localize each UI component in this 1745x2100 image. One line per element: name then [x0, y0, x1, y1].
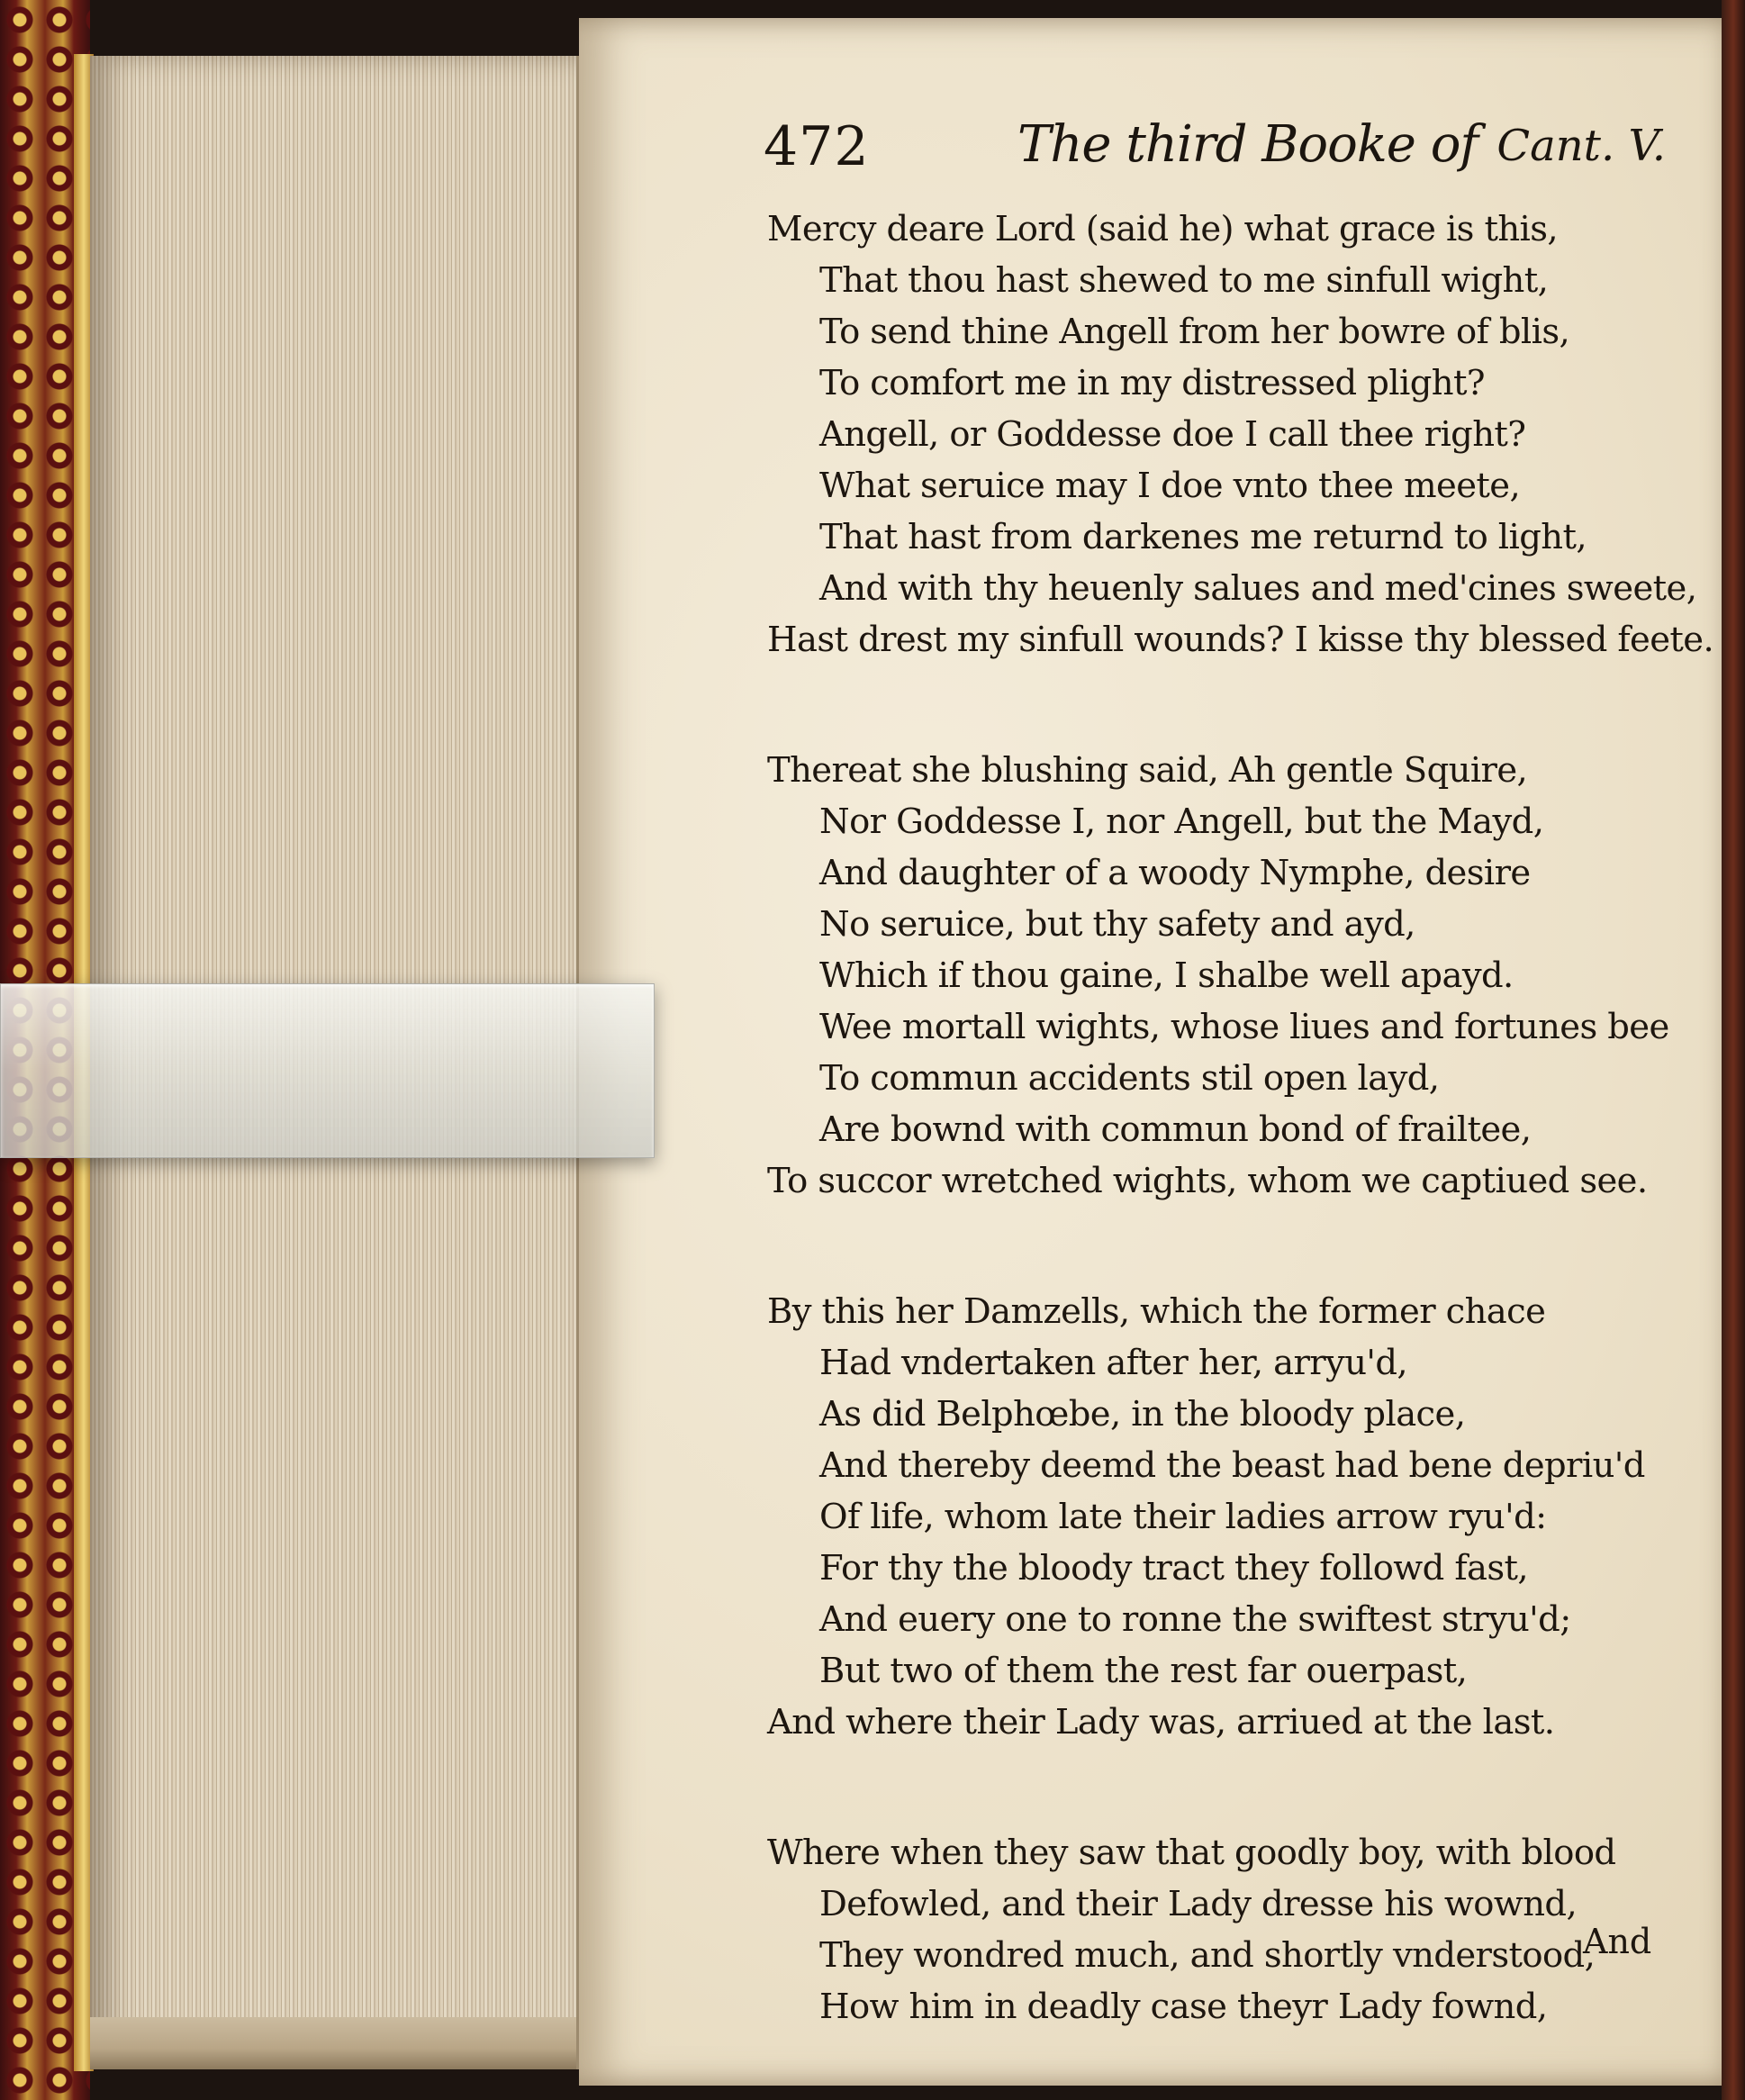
verse-line: Wee mortall wights, whose liues and fortunes bee: [819, 1007, 1669, 1047]
verse-line: That thou hast shewed to me sinfull wight,: [819, 260, 1549, 301]
catchword: And: [1583, 1922, 1652, 1961]
stanza-2: [767, 745, 1677, 1207]
verse-line: But two of them the rest far ouerpast,: [819, 1651, 1468, 1691]
page-header: [756, 115, 1666, 196]
verse-line: And with thy heuenly salues and med'cines sweete,: [819, 568, 1697, 609]
verse-line: To commun accidents stil open layd,: [819, 1058, 1440, 1099]
verse-line: And where their Lady was, arriued at the last.: [767, 1702, 1555, 1742]
verse-line: And euery one to ronne the swiftest stryu'd;: [819, 1599, 1571, 1640]
verse-line: For thy the bloody tract they followd fast,: [819, 1548, 1529, 1589]
verse-line: Where when they saw that goodly boy, with blood: [767, 1833, 1616, 1873]
verse-line: By this her Damzells, which the former chace: [767, 1291, 1546, 1332]
page-number: 472: [764, 115, 870, 178]
poem-text: [767, 204, 1714, 2032]
verse-line: Nor Goddesse I, nor Angell, but the Mayd,: [819, 801, 1544, 842]
verse-line: Had vndertaken after her, arryu'd,: [819, 1343, 1408, 1383]
verse-line: And thereby deemd the beast had bene depriu'd: [819, 1445, 1645, 1486]
verse-line: How him in deadly case theyr Lady fownd,: [819, 1987, 1548, 2027]
verse-line: Which if thou gaine, I shalbe well apayd.: [819, 955, 1514, 996]
stanza-4: [767, 1827, 1677, 2032]
verse-line: To comfort me in my distressed plight?: [819, 363, 1485, 403]
verse-line: Hast drest my sinfull wounds? I kisse thy blessed feete.: [767, 620, 1714, 660]
verse-line: As did Belphœbe, in the bloody place,: [819, 1394, 1466, 1435]
verse-line: That hast from darkenes me returnd to light,: [819, 517, 1587, 557]
page-marker-strip: [0, 983, 655, 1158]
verse-line: Of life, whom late their ladies arrow ryu'd:: [819, 1497, 1547, 1537]
verse-line: Defowled, and their Lady dresse his wownd,: [819, 1884, 1578, 1924]
page-stack-bottom: [90, 2017, 576, 2069]
verse-line: To succor wretched wights, whom we captiued see.: [767, 1161, 1648, 1201]
verse-line: And daughter of a woody Nymphe, desire: [819, 853, 1531, 893]
canto-label: Cant. V.: [1496, 121, 1666, 171]
verse-line: Are bownd with commun bond of frailtee,: [819, 1109, 1532, 1150]
verse-line: Mercy deare Lord (said he) what grace is this,: [767, 209, 1559, 249]
verse-line: To send thine Angell from her bowre of blis,: [819, 312, 1570, 352]
verse-line: Angell, or Goddesse doe I call thee right?: [819, 414, 1526, 455]
verse-line: What seruice may I doe vnto thee meete,: [819, 466, 1521, 506]
verse-line: No seruice, but thy safety and ayd,: [819, 904, 1415, 945]
verse-line: Thereat she blushing said, Ah gentle Squire,: [767, 750, 1528, 791]
facing-binding: [1722, 0, 1745, 2100]
running-title: The third Booke of: [1017, 115, 1478, 174]
verse-line: They wondred much, and shortly vnderstood,: [819, 1935, 1596, 1976]
stanza-1: [767, 204, 1714, 665]
stanza-3: [767, 1286, 1677, 1748]
